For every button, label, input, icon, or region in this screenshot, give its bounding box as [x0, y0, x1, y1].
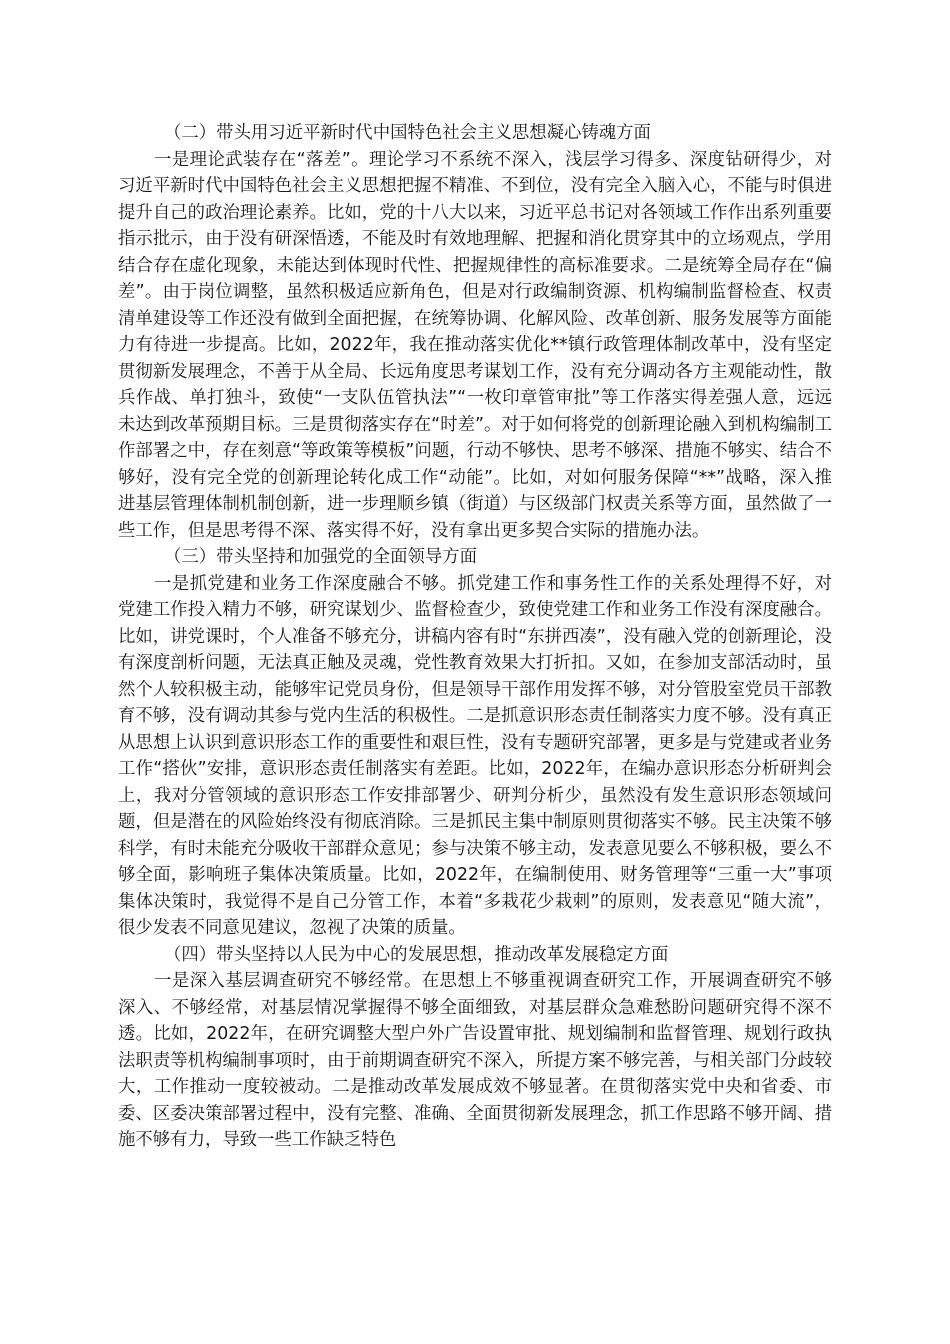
- section-body-4: 一是深入基层调查研究不够经常。在思想上不够重视调查研究工作，开展调查研究不够深入、不够经常，对基层情况掌握得不够全面细致，对基层群众急难愁盼问题研究得不深不透。比如，2022年，在研究调整大型户外广告设置审批、规划编制和监督管理、规划行政执法职责等机构编制事项时，由于前期调查研究不深入，所提方案不够完善，与相关部门分歧较大，工作推动一度较被动。二是推动改革发展成效不够显著。在贯彻落实党中央和省委、市委、区委决策部署过程中，没有完整、准确、全面贯彻新发展理念，抓工作思路不够开阔、措施不够有力，导致一些工作缺乏特色: [118, 971, 832, 1150]
- document-page: [118, 120, 832, 1154]
- section-heading-4: （四）带头坚持以人民为中心的发展思想，推动改革发展稳定方面: [164, 944, 669, 965]
- section-heading-2: （二）带头用习近平新时代中国特色社会主义思想凝心铸魂方面: [164, 123, 651, 143]
- section-body-3: 一是抓党建和业务工作深度融合不够。抓党建工作和事务性工作的关系处理得不好，对党建工作投入精力不够，研究谋划少、监督检查少，致使党建工作和业务工作没有深度融合。比如，讲党课时，个人准备不够充分，讲稿内容有时“东拼西凑”，没有融入党的创新理论，没有深度剖析问题，无法真正触及灵魂，党性教育效果大打折扣。又如，在参加支部活动时，虽然个人较积极主动，能够牢记党员身份，但是领导干部作用发挥不够，对分管股室党员干部教育不够，没有调动其参与党内生活的积极性。二是抓意识形态责任制落实力度不够。没有真正从思想上认识到意识形态工作的重要性和艰巨性，没有专题研究部署，更多是与党建或者业务工作“搭伙”安排，意识形态责任制落实有差距。比如，2022年，在编办意识形态分析研判会上，我对分管领域的意识形态工作安排部署少、研判分析少，虽然没有发生意识形态领域问题，但是潜在的风险始终没有彻底消除。三是抓民主集中制原则贯彻落实不够。民主决策不够科学，有时未能充分吸收干部群众意见；参与决策不够主动，发表意见要么不够积极，要么不够全面，影响班子集体决策质量。比如，2022年，在编制使用、财务管理等“三重一大”事项集体决策时，我觉得不是自己分管工作，本着“多栽花少栽刺”的原则，发表意见“随大流”，很少发表不同意见建议，忽视了决策的质量。: [118, 573, 832, 938]
- section-heading-3: （三）带头坚持和加强党的全面领导方面: [164, 547, 478, 567]
- section-body-2: 一是理论武装存在“落差”。理论学习不系统不深入，浅层学习得多、深度钻研得少，对习近平新时代中国特色社会主义思想把握不精准、不到位，没有完全入脑入心，不能与时俱进提升自己的政治理论素养。比如，党的十八大以来，习近平总书记对各领域工作作出系列重要指示批示，由于没有研深悟透，不能及时有效地理解、把握和消化贯穿其中的立场观点，学用结合存在虚化现象，未能达到体现时代性、把握规律性的高标准要求。二是统筹全局存在“偏差”。由于岗位调整，虽然积极适应新角色，但是对行政编制资源、机构编制监督检查、权责清单建设等工作还没有做到全面把握，在统筹协调、化解风险、改革创新、服务发展等方面能力有待进一步提高。比如，2022年，我在推动落实优化**镇行政管理体制改革中，没有坚定贯彻新发展理念，不善于从全局、长远角度思考谋划工作，没有充分调动各方主观能动性，散兵作战、单打独斗，致使“一支队伍管执法”“一枚印章管审批”等工作落实得差强人意，远远未达到改革预期目标。三是贯彻落实存在“时差”。对于如何将党的创新理论融入到机构编制工作部署之中，存在刻意“等政策等模板”问题，行动不够快、思考不够深、措施不够实、结合不够好，没有完全党的创新理论转化成工作“动能”。比如，对如何服务保障“**”战略，深入推进基层管理体制机制创新，进一步理顺乡镇（街道）与区级部门权责关系等方面，虽然做了一些工作，但是思考得不深、落实得不好，没有拿出更多契合实际的措施办法。: [118, 149, 832, 541]
